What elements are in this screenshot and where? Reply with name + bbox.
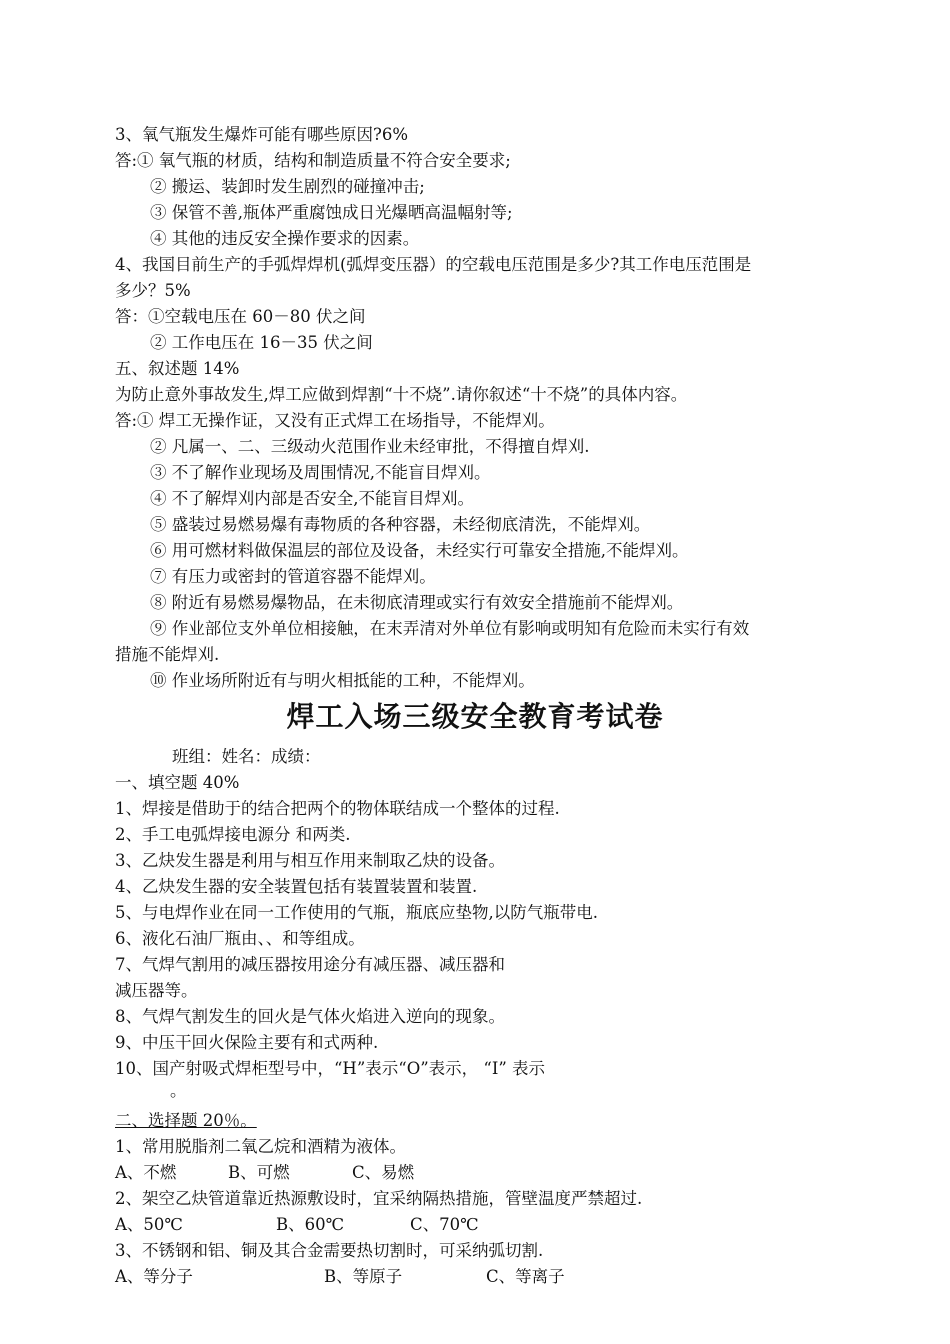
choice-option: B、60℃ bbox=[276, 1215, 345, 1234]
fill-item: 9、中压干回火保险主要有和式两种. bbox=[115, 1033, 379, 1052]
answer-line: ⑥ 用可燃材料做保温层的部位及设备，未经实行可靠安全措施,不能焊刈。 bbox=[150, 541, 689, 560]
section-1-heading: 一、填空题 40% bbox=[115, 773, 240, 792]
choice-option: C、等离子 bbox=[486, 1267, 565, 1286]
answer-line: ③ 不了解作业现场及周围情况,不能盲目焊刈。 bbox=[150, 463, 491, 482]
answer-line: ⑩ 作业场所附近有与明火相抵能的工种，不能焊刈。 bbox=[150, 671, 535, 690]
choice-option: C、70℃ bbox=[410, 1215, 479, 1234]
choice-question: 1、常用脱脂剂二氧乙烷和酒精为液体。 bbox=[115, 1137, 406, 1156]
fill-item: 。 bbox=[170, 1081, 187, 1100]
fill-item: 减压器等。 bbox=[115, 981, 198, 1000]
fill-item: 4、乙炔发生器的安全装置包括有装置装置和装置. bbox=[115, 877, 478, 896]
choice-question: 2、架空乙炔管道靠近热源敷设时，宜采纳隔热措施，管壁温度严禁超过. bbox=[115, 1189, 643, 1208]
section-5-question: 为防止意外事故发生,焊工应做到焊割“十不烧”.请你叙述“十不烧”的具体内容。 bbox=[115, 385, 688, 404]
question-4: 4、我国目前生产的手弧焊焊机(弧焊变压器）的空载电压范围是多少?其工作电压范围是 bbox=[115, 255, 752, 274]
choice-option: B、等原子 bbox=[324, 1267, 403, 1286]
answer-line: ② 凡属一、二、三级动火范围作业未经审批，不得擅自焊刈. bbox=[150, 437, 590, 456]
answer-line: ② 搬运、装卸时发生剧烈的碰撞冲击; bbox=[150, 177, 425, 196]
answer-line: ② 工作电压在 16－35 伏之间 bbox=[150, 333, 373, 352]
section-5-heading: 五、叙述题 14% bbox=[115, 359, 240, 378]
answer-line: 答:① 氧气瓶的材质，结构和制造质量不符合安全要求; bbox=[115, 151, 511, 170]
choice-option: A、等分子 bbox=[115, 1267, 193, 1286]
exam-title: 焊工入场三级安全教育考试卷 bbox=[286, 700, 664, 733]
answer-line: ⑦ 有压力或密封的管道容器不能焊刈。 bbox=[150, 567, 436, 586]
answer-line: 答:① 焊工无操作证，又没有正式焊工在场指导，不能焊刈。 bbox=[115, 411, 555, 430]
question-4-cont: 多少？5% bbox=[115, 281, 191, 300]
answer-line: 答：①空载电压在 60－80 伏之间 bbox=[115, 307, 366, 326]
section-2-heading: 二、选择题 20％。 bbox=[115, 1111, 257, 1130]
answer-line: ④ 其他的违反安全操作要求的因素。 bbox=[150, 229, 420, 248]
exam-info-line: 班组：姓名：成绩： bbox=[172, 747, 321, 766]
choice-option: A、50℃ bbox=[115, 1215, 183, 1234]
answer-line: ⑧ 附近有易燃易爆物品，在未彻底清理或实行有效安全措施前不能焊刈。 bbox=[150, 593, 684, 612]
question-3: 3、氧气瓶发生爆炸可能有哪些原因?6% bbox=[115, 125, 409, 144]
choice-option: B、可燃 bbox=[228, 1163, 290, 1182]
answer-line: ③ 保管不善,瓶体严重腐蚀成日光爆晒高温幅射等; bbox=[150, 203, 513, 222]
fill-item: 1、焊接是借助于的结合把两个的物体联结成一个整体的过程. bbox=[115, 799, 560, 818]
answer-line: ⑨ 作业部位支外单位相接触，在末弄清对外单位有影响或明知有危险而未实行有效 bbox=[150, 619, 750, 638]
fill-item: 6、液化石油厂瓶由、、和等组成。 bbox=[115, 929, 365, 948]
fill-item: 5、与电焊作业在同一工作使用的气瓶，瓶底应垫物,以防气瓶带电. bbox=[115, 903, 598, 922]
answer-line: ④ 不了解焊刈内部是否安全,不能盲目焊刈。 bbox=[150, 489, 474, 508]
fill-item: 3、乙炔发生器是利用与相互作用来制取乙炔的设备。 bbox=[115, 851, 505, 870]
fill-item: 8、气焊气割发生的回火是气体火焰进入逆向的现象。 bbox=[115, 1007, 505, 1026]
fill-item: 7、气焊气割用的减压器按用途分有减压器、减压器和 bbox=[115, 955, 505, 974]
choice-option: A、不燃 bbox=[115, 1163, 177, 1182]
choice-question: 3、不锈钢和铝、铜及其合金需要热切割时，可采纳弧切割. bbox=[115, 1241, 544, 1260]
fill-item: 2、手工电弧焊接电源分 和两类. bbox=[115, 825, 351, 844]
choice-option: C、易燃 bbox=[352, 1163, 415, 1182]
answer-line: ⑤ 盛装过易燃易爆有毒物质的各种容器，未经彻底清洗，不能焊刈。 bbox=[150, 515, 651, 534]
answer-line: 措施不能焊刈. bbox=[115, 645, 220, 664]
fill-item: 10、国产射吸式焊柜型号中，“H”表示“O”表示， “I” 表示 bbox=[115, 1059, 546, 1078]
